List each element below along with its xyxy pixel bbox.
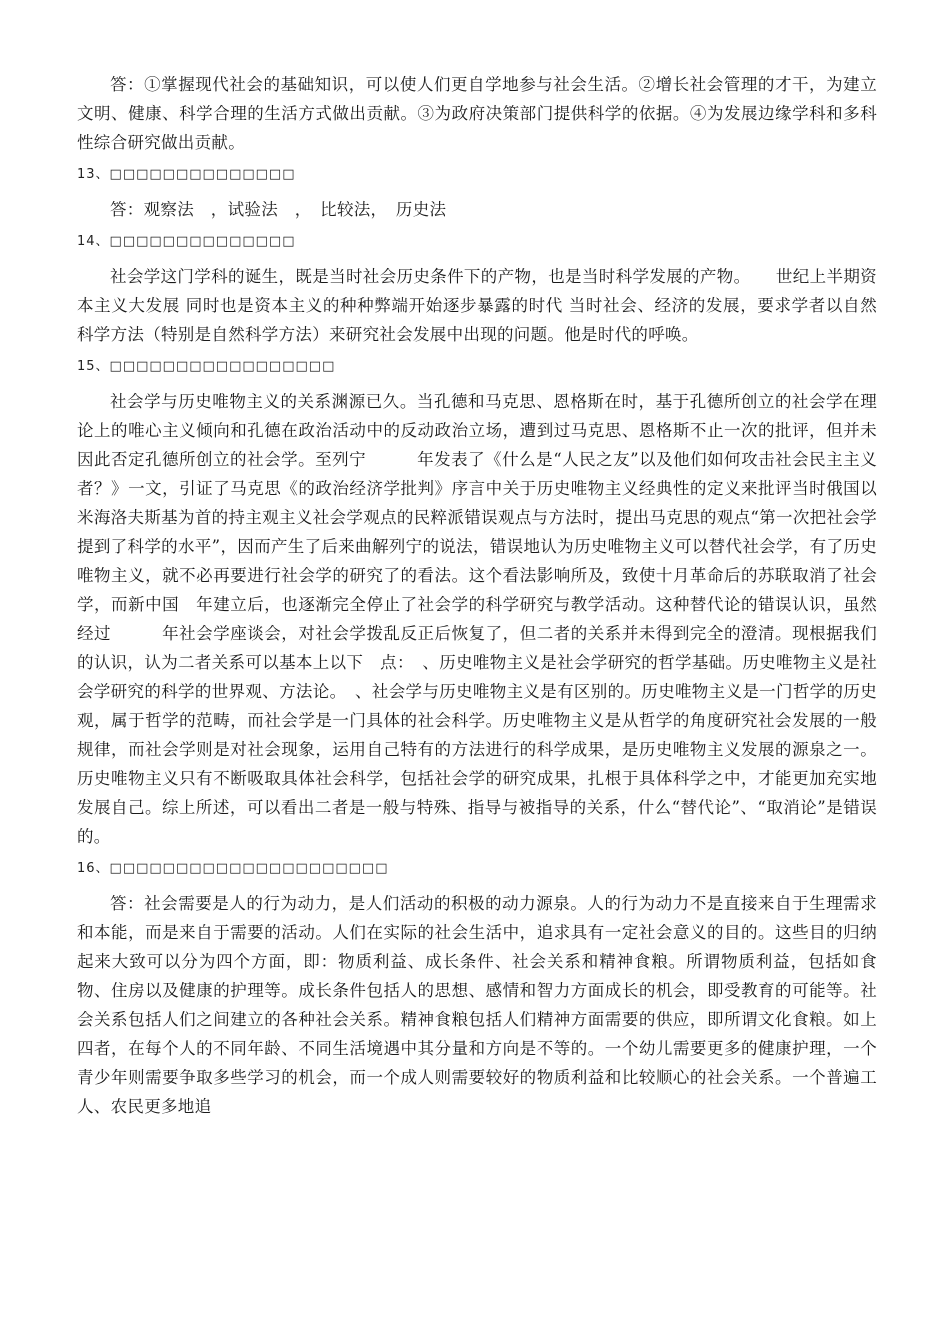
- answer-paragraph-12: 答：①掌握现代社会的基础知识，可以使人们更自学地参与社会生活。②增长社会管理的才干，为建立文明、健康、科学合理的生活方式做出贡献。③为政府决策部门提供科学的依据。④为发展边缘学科和多科性综合研究做出贡献。: [77, 75, 877, 152]
- question-heading-16: 16、□□□□□□□□□□□□□□□□□□□□□: [77, 861, 389, 876]
- document-page: [77, 70, 877, 1121]
- answer-paragraph-16: 答：社会需要是人的行为动力，是人们活动的积极的动力源泉。人的行为动力不是直接来自于生理需求和本能，而是来自于需要的活动。人们在实际的社会生活中，追求具有一定社会意义的目的。这些目的归纳起来大致可以分为四个方面，即：物质利益、成长条件、社会关系和精神食粮。所谓物质利益，包括如食物、住房以及健康的护理等。成长条件包括人的思想、感情和智力方面成长的机会，即受教育的可能等。社会关系包括人们之间建立的各种社会关系。精神食粮包括人们精神方面需要的供应，即所谓文化食粮。如上四者，在每个人的不同年龄、不同生活境遇中其分量和方向是不等的。一个幼儿需要更多的健康护理，一个青少年则需要争取多些学习的机会，而一个成人则需要较好的物质利益和比较顺心的社会关系。一个普遍工人、农民更多地追: [77, 894, 877, 1116]
- question-heading-15: 15、□□□□□□□□□□□□□□□□□: [77, 359, 336, 374]
- answer-paragraph-14: 社会学这门学科的诞生，既是当时社会历史条件下的产物，也是当时科学发展的产物。 世纪上半期资本主义大发展 同时也是资本主义的种种弊端开始逐步暴露的时代 当时社会、经济的发展，要求学者以自然科学方法（特别是自然科学方法）来研究社会发展中出现的问题。他是时代的呼唤。: [77, 267, 877, 344]
- question-heading-13: 13、□□□□□□□□□□□□□□: [77, 167, 296, 182]
- answer-paragraph-13: 答：观察法 ，试验法 ， 比较法， 历史法: [110, 200, 447, 219]
- question-heading-14: 14、□□□□□□□□□□□□□□: [77, 234, 296, 249]
- answer-paragraph-15: 社会学与历史唯物主义的关系渊源已久。当孔德和马克思、恩格斯在时，基于孔德所创立的社会学在理论上的唯心主义倾向和孔德在政治活动中的反动政治立场，遭到过马克思、恩格斯不止一次的批评，但并未因此否定孔德所创立的社会学。至列宁 年发表了《什么是“人民之友”以及他们如何攻击社会民主主义者？》一文，引证了马克思《的政治经济学批判》序言中关于历史唯物主义经典性的定义来批评当时俄国以米海洛夫斯基为首的持主观主义社会学观点的民粹派错误观点与方法时，提出马克思的观点“第一次把社会学提到了科学的水平”，因而产生了后来曲解列宁的说法，错误地认为历史唯物主义可以替代社会学，有了历史唯物主义，就不必再要进行社会学的研究了的看法。这个看法影响所及，致使十月革命后的苏联取消了社会学，而新中国 年建立后，也逐渐完全停止了社会学的科学研究与教学活动。这种替代论的错误认识，虽然经过 年社会学座谈会，对社会学拨乱反正后恢复了，但二者的关系并未得到完全的澄清。现根据我们的认识，认为二者关系可以基本上以下 点： 、历史唯物主义是社会学研究的哲学基础。历史唯物主义是社会学研究的科学的世界观、方法论。 、社会学与历史唯物主义是有区别的。历史唯物主义是一门哲学的历史观，属于哲学的范畴，而社会学是一门具体的社会科学。历史唯物主义是从哲学的角度研究社会发展的一般规律，而社会学则是对社会现象，运用自己特有的方法进行的科学成果，是历史唯物主义发展的源泉之一。历史唯物主义只有不断吸取具体社会科学，包括社会学的研究成果，扎根于具体科学之中，才能更加充实地发展自己。综上所述，可以看出二者是一般与特殊、指导与被指导的关系，什么“替代论”、“取消论”是错误的。: [77, 392, 877, 846]
